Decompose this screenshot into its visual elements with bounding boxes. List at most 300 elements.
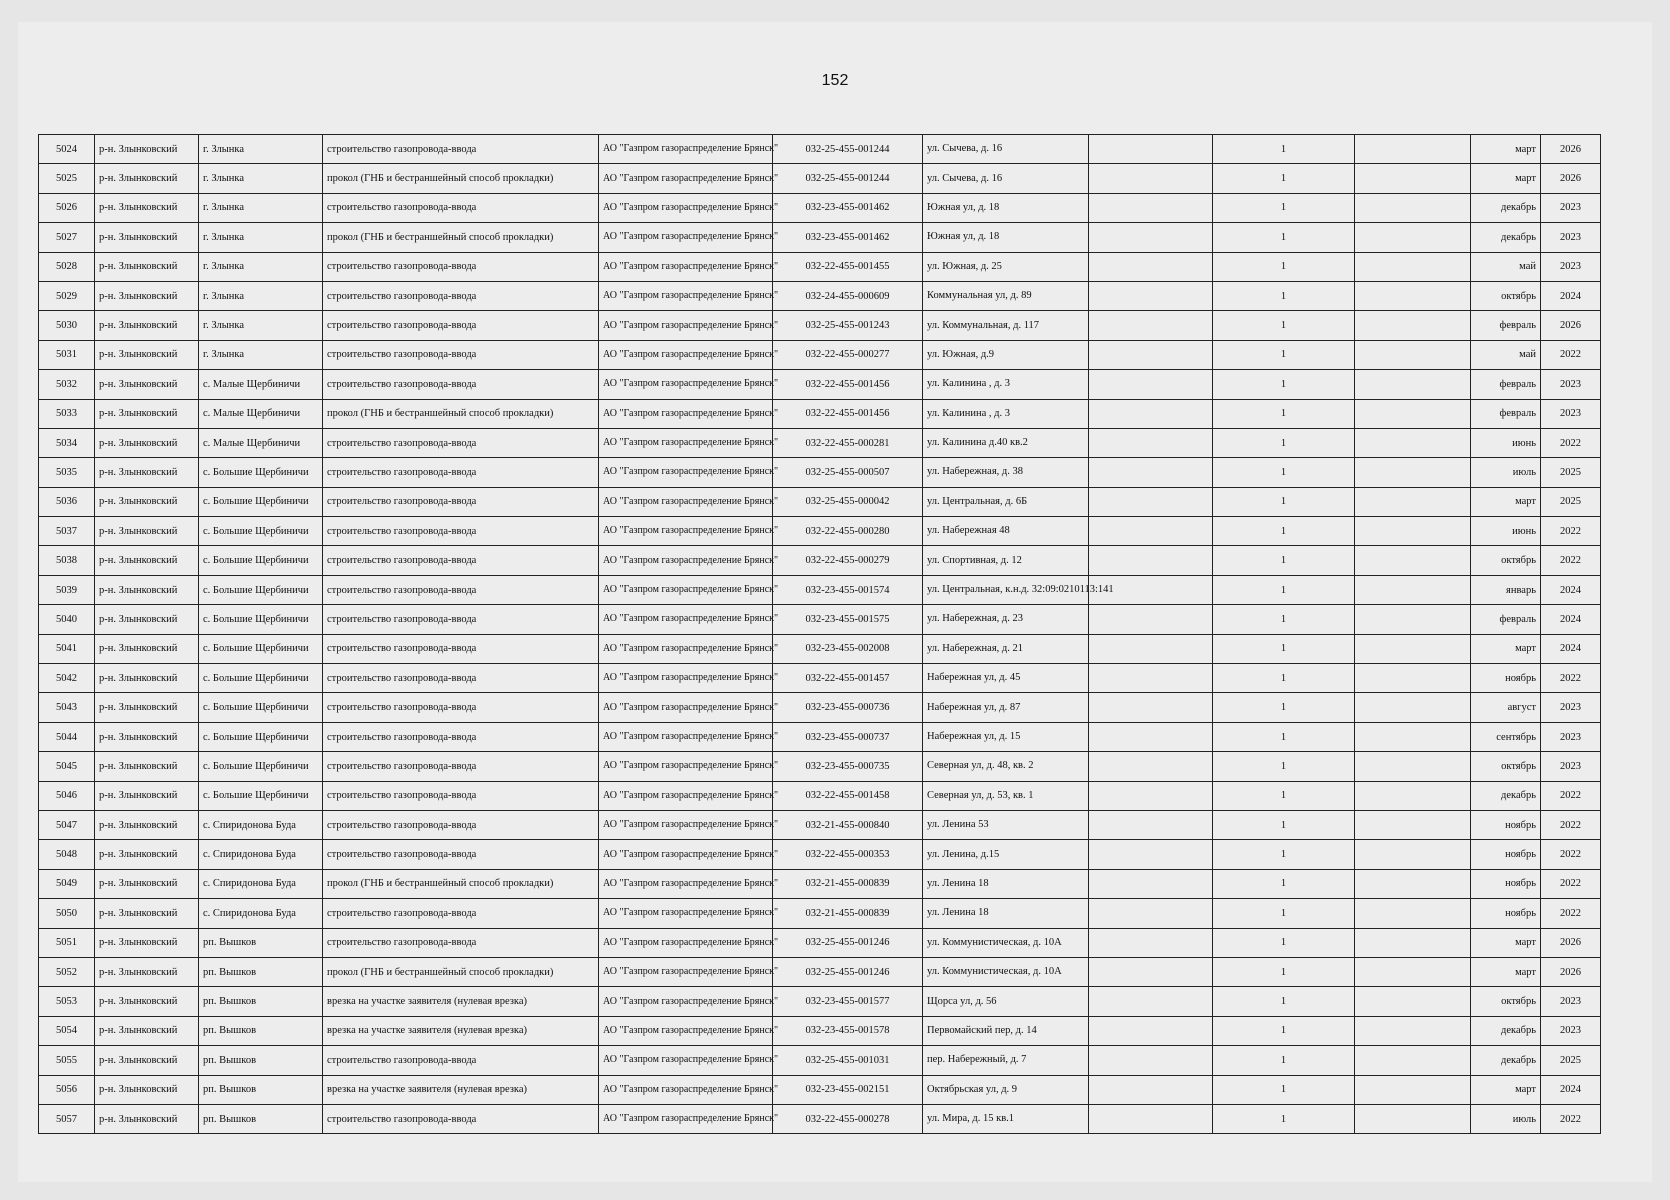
- cell-district: р-н. Злынковский: [95, 928, 199, 957]
- cell-month: март: [1471, 634, 1541, 663]
- table-row: [39, 869, 1601, 898]
- cell-empty: [1355, 370, 1471, 399]
- cell-month: январь: [1471, 575, 1541, 604]
- cell-qty: 1: [1213, 840, 1355, 869]
- cell-district: р-н. Злынковский: [95, 135, 199, 164]
- cell-qty: 1: [1213, 987, 1355, 1016]
- cell-num: 5032: [39, 370, 95, 399]
- cell-org: АО "Газпром газораспределение Брянск": [599, 399, 773, 428]
- cell-address: Набережная ул, д. 87: [923, 693, 1089, 722]
- cell-qty: 1: [1213, 164, 1355, 193]
- cell-org: АО "Газпром газораспределение Брянск": [599, 281, 773, 310]
- cell-work: строительство газопровода-ввода: [323, 840, 599, 869]
- cell-address: ул. Южная, д. 25: [923, 252, 1089, 281]
- table-row: [39, 1046, 1601, 1075]
- cell-year: 2023: [1541, 370, 1601, 399]
- cell-address: ул. Ленина 18: [923, 869, 1089, 898]
- table-row: [39, 634, 1601, 663]
- cell-locality: с. Малые Щербиничи: [199, 428, 323, 457]
- cell-month: октябрь: [1471, 546, 1541, 575]
- cell-address: ул. Спортивная, д. 12: [923, 546, 1089, 575]
- cell-work: строительство газопровода-ввода: [323, 193, 599, 222]
- cell-year: 2022: [1541, 546, 1601, 575]
- cell-work: врезка на участке заявителя (нулевая врезка): [323, 1075, 599, 1104]
- cell-month: март: [1471, 487, 1541, 516]
- cell-num: 5029: [39, 281, 95, 310]
- cell-code: 032-22-455-000353: [773, 840, 923, 869]
- cell-empty: [1355, 664, 1471, 693]
- cell-year: 2024: [1541, 1075, 1601, 1104]
- cell-empty: [1355, 605, 1471, 634]
- table-row: [39, 252, 1601, 281]
- cell-code: 032-22-455-001455: [773, 252, 923, 281]
- cell-work: строительство газопровода-ввода: [323, 370, 599, 399]
- cell-code: 032-25-455-001243: [773, 311, 923, 340]
- cell-locality: с. Большие Щербиничи: [199, 634, 323, 663]
- cell-year: 2026: [1541, 928, 1601, 957]
- cell-district: р-н. Злынковский: [95, 575, 199, 604]
- cell-year: 2024: [1541, 634, 1601, 663]
- cell-locality: рп. Вышков: [199, 1075, 323, 1104]
- cell-address: ул. Набережная, д. 23: [923, 605, 1089, 634]
- cell-num: 5024: [39, 135, 95, 164]
- cell-district: р-н. Злынковский: [95, 340, 199, 369]
- cell-work: строительство газопровода-ввода: [323, 634, 599, 663]
- cell-address: ул. Ленина 18: [923, 899, 1089, 928]
- cell-code: 032-25-455-001244: [773, 135, 923, 164]
- cell-org: АО "Газпром газораспределение Брянск": [599, 899, 773, 928]
- cell-org: АО "Газпром газораспределение Брянск": [599, 1075, 773, 1104]
- cell-qty: 1: [1213, 722, 1355, 751]
- table-row: [39, 810, 1601, 839]
- cell-year: 2022: [1541, 810, 1601, 839]
- cell-address: ул. Коммунистическая, д. 10А: [923, 957, 1089, 986]
- cell-district: р-н. Злынковский: [95, 664, 199, 693]
- cell-work: строительство газопровода-ввода: [323, 428, 599, 457]
- cell-address: Набережная ул, д. 45: [923, 664, 1089, 693]
- cell-address: Октябрьская ул, д. 9: [923, 1075, 1089, 1104]
- cell-month: декабрь: [1471, 1016, 1541, 1045]
- cell-empty: [1089, 1104, 1213, 1133]
- cell-num: 5043: [39, 693, 95, 722]
- cell-address: ул. Южная, д.9: [923, 340, 1089, 369]
- cell-org: АО "Газпром газораспределение Брянск": [599, 869, 773, 898]
- cell-locality: с. Большие Щербиничи: [199, 693, 323, 722]
- cell-empty: [1355, 957, 1471, 986]
- cell-code: 032-21-455-000839: [773, 869, 923, 898]
- cell-qty: 1: [1213, 340, 1355, 369]
- table-row: [39, 193, 1601, 222]
- cell-num: 5053: [39, 987, 95, 1016]
- cell-num: 5028: [39, 252, 95, 281]
- cell-num: 5056: [39, 1075, 95, 1104]
- cell-empty: [1355, 1016, 1471, 1045]
- cell-qty: 1: [1213, 928, 1355, 957]
- cell-empty: [1089, 193, 1213, 222]
- cell-locality: с. Спиридонова Буда: [199, 810, 323, 839]
- cell-work: прокол (ГНБ и бестраншейный способ прокладки): [323, 869, 599, 898]
- cell-empty: [1089, 1016, 1213, 1045]
- cell-empty: [1089, 546, 1213, 575]
- cell-qty: 1: [1213, 1104, 1355, 1133]
- table-row: [39, 546, 1601, 575]
- cell-empty: [1355, 487, 1471, 516]
- cell-locality: рп. Вышков: [199, 1104, 323, 1133]
- cell-code: 032-23-455-001574: [773, 575, 923, 604]
- cell-address: ул. Центральная, д. 6Б: [923, 487, 1089, 516]
- cell-num: 5050: [39, 899, 95, 928]
- cell-month: март: [1471, 135, 1541, 164]
- cell-code: 032-22-455-000281: [773, 428, 923, 457]
- cell-code: 032-23-455-001462: [773, 193, 923, 222]
- cell-year: 2023: [1541, 693, 1601, 722]
- cell-org: АО "Газпром газораспределение Брянск": [599, 311, 773, 340]
- cell-year: 2022: [1541, 340, 1601, 369]
- cell-empty: [1355, 899, 1471, 928]
- cell-locality: рп. Вышков: [199, 1016, 323, 1045]
- cell-month: март: [1471, 1075, 1541, 1104]
- cell-address: ул. Коммунистическая, д. 10А: [923, 928, 1089, 957]
- cell-month: ноябрь: [1471, 664, 1541, 693]
- cell-year: 2026: [1541, 135, 1601, 164]
- cell-empty: [1355, 311, 1471, 340]
- cell-empty: [1355, 840, 1471, 869]
- cell-num: 5054: [39, 1016, 95, 1045]
- table-row: [39, 840, 1601, 869]
- cell-district: р-н. Злынковский: [95, 164, 199, 193]
- cell-locality: с. Большие Щербиничи: [199, 605, 323, 634]
- cell-locality: с. Малые Щербиничи: [199, 399, 323, 428]
- table-row: [39, 928, 1601, 957]
- cell-locality: с. Большие Щербиничи: [199, 781, 323, 810]
- cell-empty: [1355, 987, 1471, 1016]
- cell-empty: [1089, 135, 1213, 164]
- table-row: [39, 781, 1601, 810]
- table-row: [39, 1016, 1601, 1045]
- cell-month: ноябрь: [1471, 810, 1541, 839]
- cell-code: 032-22-455-000279: [773, 546, 923, 575]
- table-row: [39, 605, 1601, 634]
- cell-district: р-н. Злынковский: [95, 252, 199, 281]
- cell-year: 2023: [1541, 399, 1601, 428]
- cell-empty: [1355, 458, 1471, 487]
- cell-empty: [1355, 223, 1471, 252]
- cell-org: АО "Газпром газораспределение Брянск": [599, 664, 773, 693]
- cell-month: май: [1471, 252, 1541, 281]
- cell-empty: [1355, 634, 1471, 663]
- cell-address: пер. Набережный, д. 7: [923, 1046, 1089, 1075]
- cell-district: р-н. Злынковский: [95, 458, 199, 487]
- cell-month: август: [1471, 693, 1541, 722]
- cell-empty: [1089, 399, 1213, 428]
- cell-org: АО "Газпром газораспределение Брянск": [599, 928, 773, 957]
- cell-month: февраль: [1471, 399, 1541, 428]
- cell-locality: г. Злынка: [199, 164, 323, 193]
- cell-month: март: [1471, 164, 1541, 193]
- cell-org: АО "Газпром газораспределение Брянск": [599, 546, 773, 575]
- cell-empty: [1355, 399, 1471, 428]
- cell-district: р-н. Злынковский: [95, 869, 199, 898]
- cell-district: р-н. Злынковский: [95, 781, 199, 810]
- cell-empty: [1089, 517, 1213, 546]
- cell-district: р-н. Злынковский: [95, 899, 199, 928]
- cell-district: р-н. Злынковский: [95, 810, 199, 839]
- cell-year: 2023: [1541, 252, 1601, 281]
- cell-num: 5040: [39, 605, 95, 634]
- cell-empty: [1355, 869, 1471, 898]
- cell-locality: рп. Вышков: [199, 928, 323, 957]
- cell-empty: [1355, 252, 1471, 281]
- page-number: 152: [821, 72, 849, 89]
- cell-year: 2023: [1541, 223, 1601, 252]
- cell-month: ноябрь: [1471, 869, 1541, 898]
- cell-district: р-н. Злынковский: [95, 370, 199, 399]
- cell-org: АО "Газпром газораспределение Брянск": [599, 987, 773, 1016]
- cell-empty: [1089, 605, 1213, 634]
- cell-org: АО "Газпром газораспределение Брянск": [599, 1104, 773, 1133]
- table-row: [39, 752, 1601, 781]
- cell-work: строительство газопровода-ввода: [323, 752, 599, 781]
- cell-year: 2022: [1541, 869, 1601, 898]
- cell-code: 032-23-455-002151: [773, 1075, 923, 1104]
- cell-qty: 1: [1213, 575, 1355, 604]
- cell-address: ул. Набережная, д. 21: [923, 634, 1089, 663]
- cell-empty: [1089, 487, 1213, 516]
- cell-num: 5034: [39, 428, 95, 457]
- cell-empty: [1355, 340, 1471, 369]
- cell-address: Северная ул, д. 48, кв. 2: [923, 752, 1089, 781]
- cell-work: строительство газопровода-ввода: [323, 1104, 599, 1133]
- cell-district: р-н. Злынковский: [95, 605, 199, 634]
- cell-month: декабрь: [1471, 223, 1541, 252]
- cell-empty: [1089, 1046, 1213, 1075]
- cell-month: июнь: [1471, 428, 1541, 457]
- cell-org: АО "Газпром газораспределение Брянск": [599, 164, 773, 193]
- cell-year: 2024: [1541, 605, 1601, 634]
- cell-code: 032-23-455-001462: [773, 223, 923, 252]
- cell-district: р-н. Злынковский: [95, 281, 199, 310]
- cell-qty: 1: [1213, 664, 1355, 693]
- cell-year: 2022: [1541, 664, 1601, 693]
- cell-year: 2022: [1541, 517, 1601, 546]
- cell-address: Северная ул, д. 53, кв. 1: [923, 781, 1089, 810]
- cell-district: р-н. Злынковский: [95, 546, 199, 575]
- cell-code: 032-25-455-001031: [773, 1046, 923, 1075]
- cell-year: 2022: [1541, 428, 1601, 457]
- table-row: [39, 693, 1601, 722]
- cell-org: АО "Газпром газораспределение Брянск": [599, 1046, 773, 1075]
- cell-address: ул. Набережная, д. 38: [923, 458, 1089, 487]
- cell-code: 032-22-455-001457: [773, 664, 923, 693]
- cell-month: июнь: [1471, 517, 1541, 546]
- cell-code: 032-25-455-001244: [773, 164, 923, 193]
- cell-district: р-н. Злынковский: [95, 1016, 199, 1045]
- cell-qty: 1: [1213, 135, 1355, 164]
- cell-month: февраль: [1471, 311, 1541, 340]
- cell-code: 032-23-455-001575: [773, 605, 923, 634]
- cell-qty: 1: [1213, 399, 1355, 428]
- cell-locality: рп. Вышков: [199, 957, 323, 986]
- table-row: [39, 223, 1601, 252]
- cell-district: р-н. Злынковский: [95, 634, 199, 663]
- table-row: [39, 1104, 1601, 1133]
- table-row: [39, 899, 1601, 928]
- cell-num: 5035: [39, 458, 95, 487]
- cell-empty: [1355, 928, 1471, 957]
- cell-year: 2023: [1541, 193, 1601, 222]
- cell-empty: [1089, 810, 1213, 839]
- cell-locality: с. Большие Щербиничи: [199, 664, 323, 693]
- cell-work: строительство газопровода-ввода: [323, 664, 599, 693]
- cell-num: 5045: [39, 752, 95, 781]
- cell-num: 5039: [39, 575, 95, 604]
- cell-locality: с. Большие Щербиничи: [199, 752, 323, 781]
- cell-address: ул. Калинина , д. 3: [923, 370, 1089, 399]
- cell-empty: [1355, 1046, 1471, 1075]
- cell-org: АО "Газпром газораспределение Брянск": [599, 517, 773, 546]
- cell-num: 5037: [39, 517, 95, 546]
- cell-empty: [1089, 664, 1213, 693]
- cell-district: р-н. Злынковский: [95, 987, 199, 1016]
- cell-month: февраль: [1471, 370, 1541, 399]
- cell-year: 2022: [1541, 840, 1601, 869]
- cell-code: 032-25-455-000507: [773, 458, 923, 487]
- cell-locality: рп. Вышков: [199, 1046, 323, 1075]
- cell-code: 032-23-455-002008: [773, 634, 923, 663]
- cell-org: АО "Газпром газораспределение Брянск": [599, 1016, 773, 1045]
- cell-locality: с. Большие Щербиничи: [199, 458, 323, 487]
- cell-qty: 1: [1213, 1016, 1355, 1045]
- cell-year: 2023: [1541, 752, 1601, 781]
- cell-empty: [1089, 928, 1213, 957]
- cell-address: Щорса ул, д. 56: [923, 987, 1089, 1016]
- cell-empty: [1355, 1075, 1471, 1104]
- cell-district: р-н. Злынковский: [95, 517, 199, 546]
- cell-work: строительство газопровода-ввода: [323, 458, 599, 487]
- cell-work: строительство газопровода-ввода: [323, 1046, 599, 1075]
- cell-address: Южная ул, д. 18: [923, 223, 1089, 252]
- table-row: [39, 164, 1601, 193]
- cell-num: 5057: [39, 1104, 95, 1133]
- cell-month: декабрь: [1471, 193, 1541, 222]
- cell-address: Коммунальная ул, д. 89: [923, 281, 1089, 310]
- cell-district: р-н. Злынковский: [95, 399, 199, 428]
- cell-locality: г. Злынка: [199, 340, 323, 369]
- cell-num: 5049: [39, 869, 95, 898]
- cell-locality: с. Большие Щербиничи: [199, 517, 323, 546]
- cell-num: 5036: [39, 487, 95, 516]
- cell-empty: [1089, 428, 1213, 457]
- cell-qty: 1: [1213, 546, 1355, 575]
- table-row: [39, 399, 1601, 428]
- cell-num: 5031: [39, 340, 95, 369]
- cell-empty: [1089, 869, 1213, 898]
- cell-work: строительство газопровода-ввода: [323, 605, 599, 634]
- cell-address: ул. Центральная, к.н.д. 32:09:0210113:141: [923, 575, 1089, 604]
- cell-district: р-н. Злынковский: [95, 693, 199, 722]
- cell-org: АО "Газпром газораспределение Брянск": [599, 575, 773, 604]
- cell-empty: [1355, 781, 1471, 810]
- table-row: [39, 340, 1601, 369]
- cell-empty: [1355, 428, 1471, 457]
- cell-org: АО "Газпром газораспределение Брянск": [599, 487, 773, 516]
- cell-month: октябрь: [1471, 752, 1541, 781]
- cell-qty: 1: [1213, 869, 1355, 898]
- cell-empty: [1089, 164, 1213, 193]
- cell-address: ул. Мира, д. 15 кв.1: [923, 1104, 1089, 1133]
- cell-work: прокол (ГНБ и бестраншейный способ прокладки): [323, 164, 599, 193]
- cell-qty: 1: [1213, 810, 1355, 839]
- cell-address: Набережная ул, д. 15: [923, 722, 1089, 751]
- cell-code: 032-23-455-000736: [773, 693, 923, 722]
- cell-num: 5027: [39, 223, 95, 252]
- cell-empty: [1089, 840, 1213, 869]
- cell-num: 5033: [39, 399, 95, 428]
- cell-empty: [1355, 810, 1471, 839]
- cell-work: врезка на участке заявителя (нулевая врезка): [323, 1016, 599, 1045]
- cell-num: 5052: [39, 957, 95, 986]
- cell-locality: с. Большие Щербиничи: [199, 575, 323, 604]
- cell-org: АО "Газпром газораспределение Брянск": [599, 193, 773, 222]
- table-row: [39, 487, 1601, 516]
- cell-locality: г. Злынка: [199, 223, 323, 252]
- cell-qty: 1: [1213, 1046, 1355, 1075]
- cell-locality: г. Злынка: [199, 311, 323, 340]
- cell-locality: г. Злынка: [199, 135, 323, 164]
- cell-empty: [1089, 987, 1213, 1016]
- cell-month: март: [1471, 957, 1541, 986]
- cell-qty: 1: [1213, 899, 1355, 928]
- cell-qty: 1: [1213, 223, 1355, 252]
- cell-qty: 1: [1213, 634, 1355, 663]
- cell-org: АО "Газпром газораспределение Брянск": [599, 135, 773, 164]
- cell-num: 5025: [39, 164, 95, 193]
- cell-work: строительство газопровода-ввода: [323, 311, 599, 340]
- cell-work: прокол (ГНБ и бестраншейный способ прокладки): [323, 223, 599, 252]
- cell-locality: г. Злынка: [199, 281, 323, 310]
- cell-num: 5038: [39, 546, 95, 575]
- cell-locality: с. Большие Щербиничи: [199, 546, 323, 575]
- cell-empty: [1089, 252, 1213, 281]
- cell-address: ул. Ленина, д.15: [923, 840, 1089, 869]
- cell-work: строительство газопровода-ввода: [323, 899, 599, 928]
- cell-org: АО "Газпром газораспределение Брянск": [599, 252, 773, 281]
- cell-org: АО "Газпром газораспределение Брянск": [599, 370, 773, 399]
- cell-empty: [1089, 370, 1213, 399]
- cell-code: 032-23-455-001577: [773, 987, 923, 1016]
- cell-empty: [1089, 311, 1213, 340]
- cell-org: АО "Газпром газораспределение Брянск": [599, 840, 773, 869]
- cell-qty: 1: [1213, 1075, 1355, 1104]
- cell-month: сентябрь: [1471, 722, 1541, 751]
- cell-locality: с. Спиридонова Буда: [199, 840, 323, 869]
- cell-month: ноябрь: [1471, 840, 1541, 869]
- cell-work: врезка на участке заявителя (нулевая врезка): [323, 987, 599, 1016]
- cell-empty: [1355, 575, 1471, 604]
- cell-month: октябрь: [1471, 987, 1541, 1016]
- cell-work: строительство газопровода-ввода: [323, 517, 599, 546]
- cell-org: АО "Газпром газораспределение Брянск": [599, 752, 773, 781]
- cell-org: АО "Газпром газораспределение Брянск": [599, 458, 773, 487]
- cell-qty: 1: [1213, 311, 1355, 340]
- cell-locality: г. Злынка: [199, 252, 323, 281]
- cell-empty: [1355, 722, 1471, 751]
- cell-address: ул. Набережная 48: [923, 517, 1089, 546]
- cell-empty: [1355, 1104, 1471, 1133]
- cell-locality: с. Большие Щербиничи: [199, 487, 323, 516]
- table-row: [39, 664, 1601, 693]
- cell-code: 032-22-455-000280: [773, 517, 923, 546]
